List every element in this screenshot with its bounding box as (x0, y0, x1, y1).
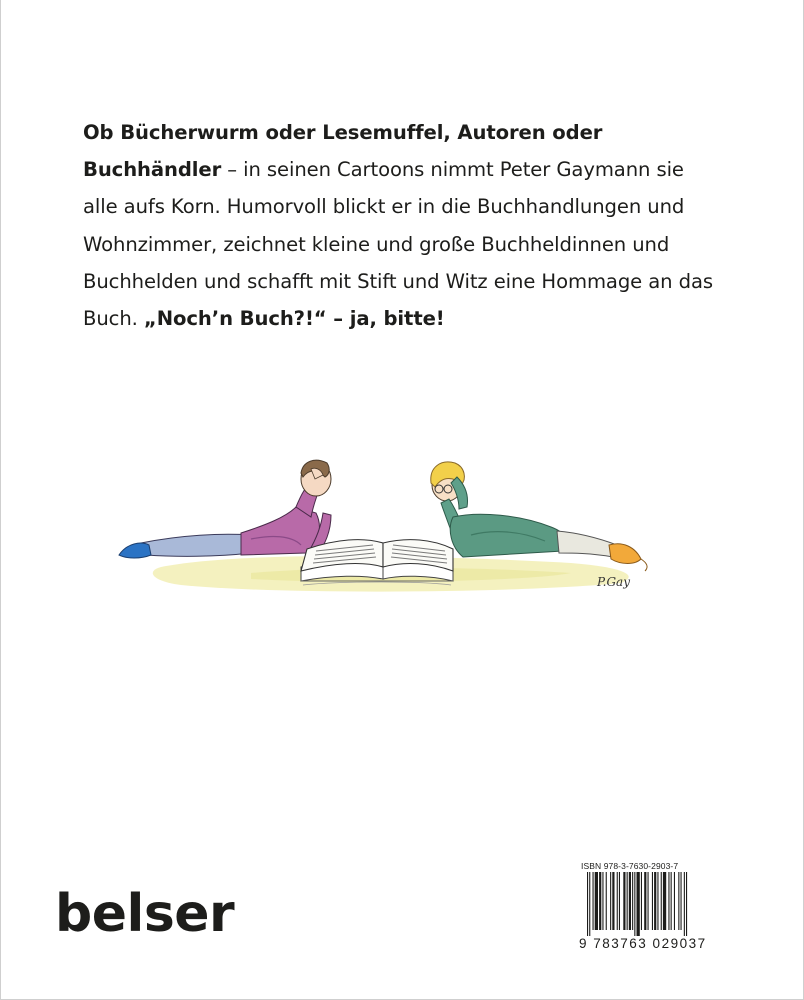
barcode-bar (654, 872, 656, 930)
barcode-bar (671, 872, 672, 930)
barcode-bar (637, 872, 640, 936)
right-reader-legs (557, 531, 617, 557)
isbn-label: ISBN 978-3-7630-2903-7 (581, 861, 679, 871)
right-reader-torso (450, 514, 567, 557)
barcode-bar (634, 872, 635, 936)
barcode-bar (678, 872, 679, 930)
artist-signature: P.Gay (597, 575, 630, 589)
barcode-bar (587, 872, 588, 936)
barcode-bar (657, 872, 658, 930)
barcode-bar (612, 872, 614, 930)
barcode-digits: 9 783763 029037 (579, 936, 707, 951)
barcode-bar (652, 872, 653, 930)
barcode-bar (593, 872, 594, 930)
left-reader-legs (141, 534, 251, 556)
barcode-bar (623, 872, 625, 930)
barcode-bar (619, 872, 620, 930)
blurb-closing: „Noch’n Buch?!“ – ja, bitte! (143, 307, 445, 331)
barcode-bar (595, 872, 598, 930)
blurb-text (83, 114, 723, 337)
barcode-bar (602, 872, 603, 930)
left-reader-sock (119, 543, 151, 558)
barcode-bar (663, 872, 666, 930)
right-reader-sock (609, 544, 641, 564)
barcode-bar (629, 872, 631, 930)
barcode-bars (577, 872, 729, 936)
barcode-bar (627, 872, 628, 930)
barcode-bar (606, 872, 607, 930)
barcode-bar (589, 872, 590, 936)
barcode-bar (610, 872, 611, 930)
barcode-bar (648, 872, 649, 930)
publisher-logo: belser (55, 884, 235, 944)
barcode-bar (668, 872, 669, 930)
barcode-bar (684, 872, 685, 936)
blurb-body: – in seinen Cartoons nimmt Peter Gaymann sie alle aufs Korn. Humorvoll blickt er in die Buchhandlungen und Wohnzimmer, zeichnet kleine und große Buchheldinnen und Buchhelden und schafft mit Stift und Witz eine Hommage an das Buch. (83, 158, 713, 331)
barcode-bar (617, 872, 618, 930)
barcode-bar (599, 872, 601, 930)
isbn-barcode (577, 855, 729, 955)
barcode-bar (644, 872, 646, 930)
barcode-bar (674, 872, 675, 930)
barcode-bar (632, 872, 633, 930)
barcode-bar (686, 872, 687, 936)
blurb-lead: Ob Bücherwurm oder Lesemuffel, Autoren oder Buchhändler (83, 121, 603, 182)
barcode-bar (641, 872, 642, 930)
barcode-bar (661, 872, 662, 930)
cartoon-illustration (101, 455, 661, 620)
barcode-bar (681, 872, 682, 930)
